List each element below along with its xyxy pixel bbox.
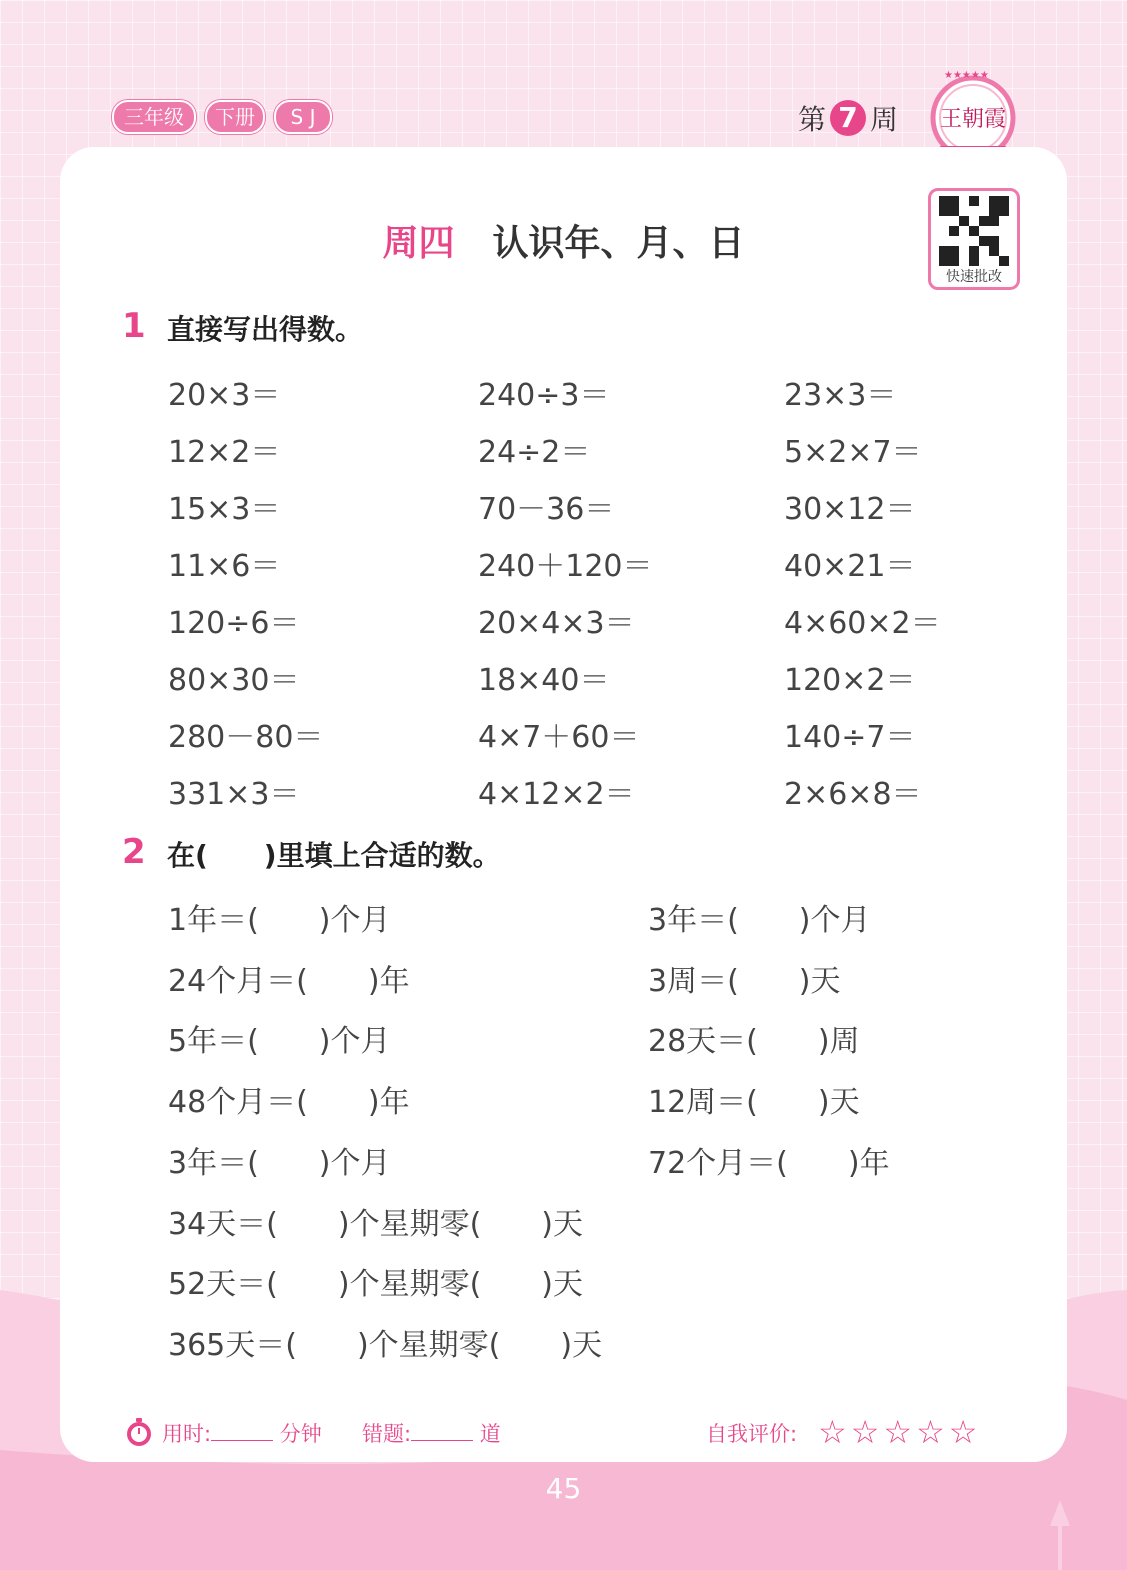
calc-item: 2×6×8＝ [784,777,922,812]
calc-item: 30×12＝ [784,492,916,527]
arrow-decoration-icon [1030,1490,1074,1570]
calc-item: 4×12×2＝ [478,777,635,812]
question-1-number: 1 [122,306,146,346]
calc-item: 240＋120＝ [478,549,653,584]
errors-unit: 道 [479,1422,501,1446]
fill-blank-item: 3周＝( )天 [648,963,841,999]
fill-blank-item: 72个月＝( )年 [648,1145,890,1181]
self-eval-label: 自我评价: [706,1422,798,1446]
calc-item: 120×2＝ [784,663,916,698]
calc-item: 11×6＝ [168,549,281,584]
fill-blank-item: 1年＝( )个月 [168,903,391,938]
calc-item: 120÷6＝ [168,606,300,641]
qr-code[interactable] [928,188,1020,290]
calc-item: 5×2×7＝ [784,435,922,470]
stopwatch-icon [124,1416,154,1448]
week-number: 7 [830,100,866,136]
volume-tag: 下册 [205,100,265,134]
calc-item: 331×3＝ [168,777,300,812]
logo-text: 王朝霞 [939,107,1007,132]
errors-field [362,1418,501,1448]
calc-item: 12×2＝ [168,435,281,470]
calc-item: 20×3＝ [168,378,281,413]
calc-item: 23×3＝ [784,378,897,413]
calc-item: 15×3＝ [168,492,281,527]
calc-item: 140÷7＝ [784,720,916,755]
calc-item: 24÷2＝ [478,435,591,470]
edition-tag: S J [274,100,332,134]
fill-blank-item: 3年＝( )个月 [648,903,871,938]
week-indicator [798,98,898,138]
errors-blank[interactable] [411,1422,473,1441]
question-1-prompt: 直接写出得数。 [167,313,364,346]
calc-item: 4×7＋60＝ [478,720,640,755]
time-unit: 分钟 [279,1422,322,1446]
fill-blank-item: 365天＝( )个星期零( )天 [168,1327,603,1363]
fill-blank-item: 5年＝( )个月 [168,1024,391,1060]
week-prefix: 第 [798,103,827,136]
calc-item: 70－36＝ [478,492,615,527]
title-day: 周四 [382,223,455,264]
time-blank[interactable] [211,1422,273,1441]
question-2-number: 2 [122,832,146,872]
calc-item: 4×60×2＝ [784,606,941,641]
page-number: 45 [545,1472,582,1505]
calc-item: 18×40＝ [478,663,610,698]
week-suffix: 周 [870,103,899,136]
self-eval-stars[interactable]: ☆☆☆☆☆ [818,1413,982,1451]
calc-item: 80×30＝ [168,663,300,698]
qr-icon [939,196,1009,266]
fill-blank-item: 3年＝( )个月 [168,1145,391,1181]
qr-caption: 快速批改 [946,269,1002,285]
fill-blank-item: 48个月＝( )年 [168,1085,410,1121]
time-label: 用时: [162,1422,212,1446]
fill-blank-item: 28天＝( )周 [648,1024,860,1060]
fill-blank-item: 24个月＝( )年 [168,963,410,999]
fill-blank-item: 12周＝( )天 [648,1085,860,1121]
question-2-prompt: 在( )里填上合适的数。 [167,839,501,872]
calc-item: 280－80＝ [168,720,324,755]
fill-blank-item: 52天＝( )个星期零( )天 [168,1267,583,1303]
calc-item: 20×4×3＝ [478,606,635,641]
svg-text:★★★★★: ★★★★★ [944,70,989,81]
calc-item: 40×21＝ [784,549,916,584]
title-topic: 认识年、月、日 [492,223,745,264]
time-field [162,1418,322,1448]
calc-item: 240÷3＝ [478,378,610,413]
errors-label: 错题: [362,1422,412,1446]
fill-blank-item: 34天＝( )个星期零( )天 [168,1206,583,1242]
grade-tag: 三年级 [112,100,196,134]
